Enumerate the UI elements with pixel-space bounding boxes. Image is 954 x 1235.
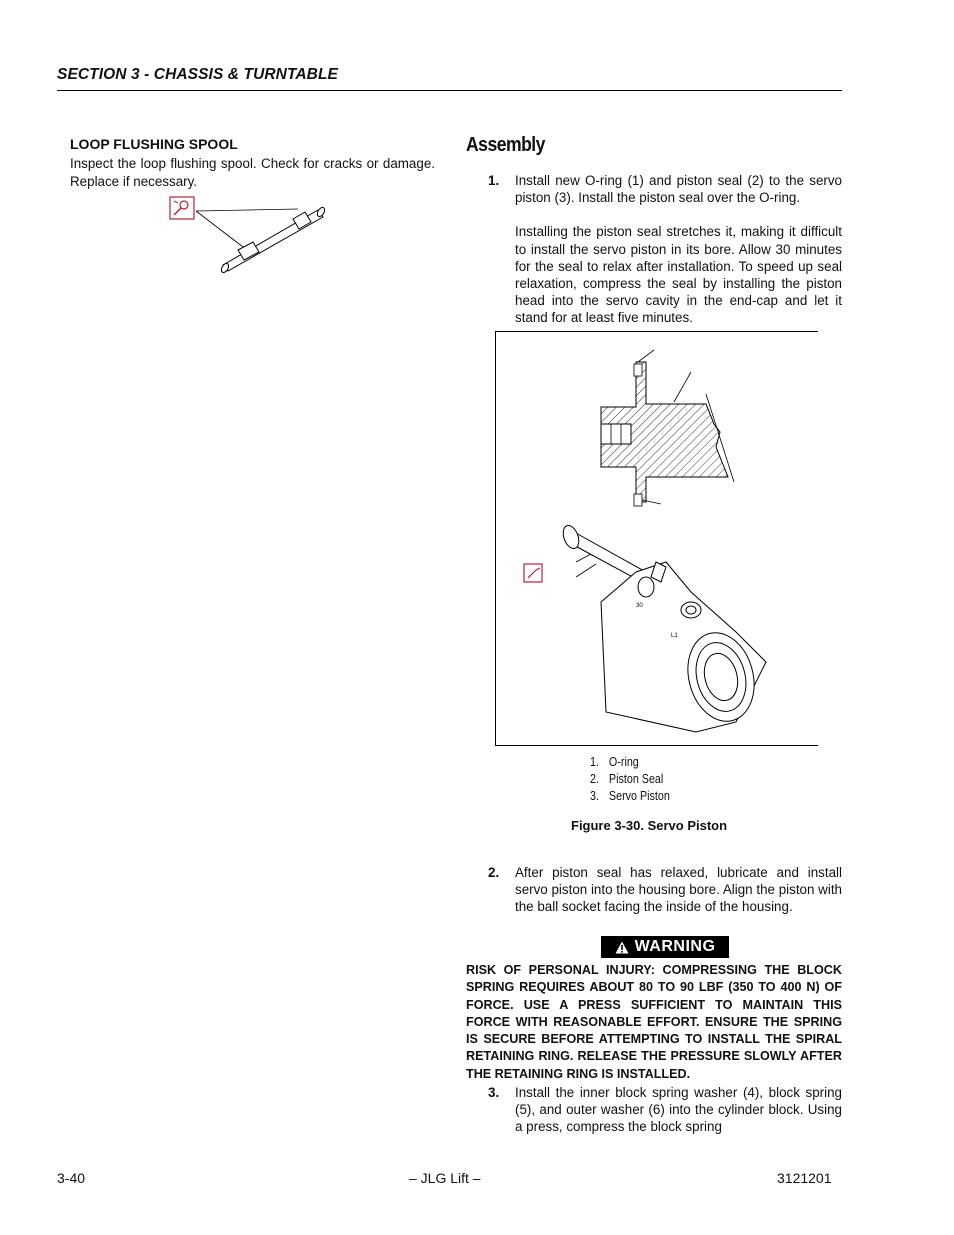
step-2-text: After piston seal has relaxed, lubricate and install servo piston into the housing bore. Align the piston with the ball socket facing the inside of the housing. (515, 865, 842, 915)
warning-text: RISK OF PERSONAL INJURY: COMPRESSING THE BLOCK SPRING REQUIRES ABOUT 80 TO 90 LBF (350 TO 400 N) OF FORCE. USE A PRESS SUFFICIENT TO MAINTAIN THIS FORCE WITH REASONABLE EFFORT. ENSURE THE SPRING IS SECURE BEFORE ATTEMPTING TO INSTALL THE SPIRAL RETAINING RING. RELEASE THE PRESSURE SLOWLY AFTER THE RETAINING RING IS INSTALLED. (466, 963, 842, 1081)
housing-marking-a: 30 (636, 603, 643, 609)
step-3 (488, 1084, 842, 1136)
footer-center: – JLG Lift – (409, 1170, 481, 1186)
figure-legend (590, 754, 670, 805)
step-2 (488, 864, 842, 916)
loop-flushing-text: Inspect the loop flushing spool. Check for cracks or damage. Replace if necessary. (70, 156, 435, 189)
legend-item: 2. Piston Seal (590, 772, 664, 786)
warning-triangle-icon (615, 941, 629, 954)
step-1-number: 1. (488, 173, 500, 188)
inspect-icon (170, 197, 194, 219)
legend-item: 1. O-ring (590, 755, 639, 769)
page-number: 3-40 (57, 1170, 86, 1186)
figure-caption: Figure 3-30. Servo Piston (571, 818, 728, 833)
section-title: SECTION 3 - CHASSIS & TURNTABLE (57, 66, 338, 83)
warning-badge (601, 936, 729, 958)
servo-piston-figure (495, 331, 818, 746)
assembly-heading: Assembly (466, 134, 545, 156)
step-1-text: Install new O-ring (1) and piston seal (2) to the servo piston (3). Install the piston seal over the O-ring. (515, 173, 842, 206)
servo-piston-drawing (496, 332, 818, 745)
step-1 (488, 172, 842, 327)
warning-label: WARNING (634, 938, 716, 955)
document-number: 3121201 (777, 1170, 832, 1186)
step-3-number: 3. (488, 1085, 500, 1100)
legend-item: 3. Servo Piston (590, 789, 670, 803)
loop-flushing-spool-illustration (168, 195, 333, 275)
step-2-number: 2. (488, 865, 500, 880)
housing-marking-b: L1 (671, 633, 678, 639)
header-rule (57, 90, 842, 91)
lubricate-icon (524, 564, 542, 582)
step-3-text: Install the inner block spring washer (4), block spring (5), and outer washer (6) into the cylinder block. Using a press, compress the block spring (515, 1085, 842, 1135)
loop-flushing-heading: LOOP FLUSHING SPOOL (70, 136, 238, 152)
step-1-note: Installing the piston seal stretches it, making it difficult to install the servo piston in its bore. Allow 30 minutes for the seal to relax after installation. To speed up seal relaxation, compress the seal by installing the piston head into the servo cavity in the end-cap and let it stand for at least five minutes. (515, 224, 842, 326)
